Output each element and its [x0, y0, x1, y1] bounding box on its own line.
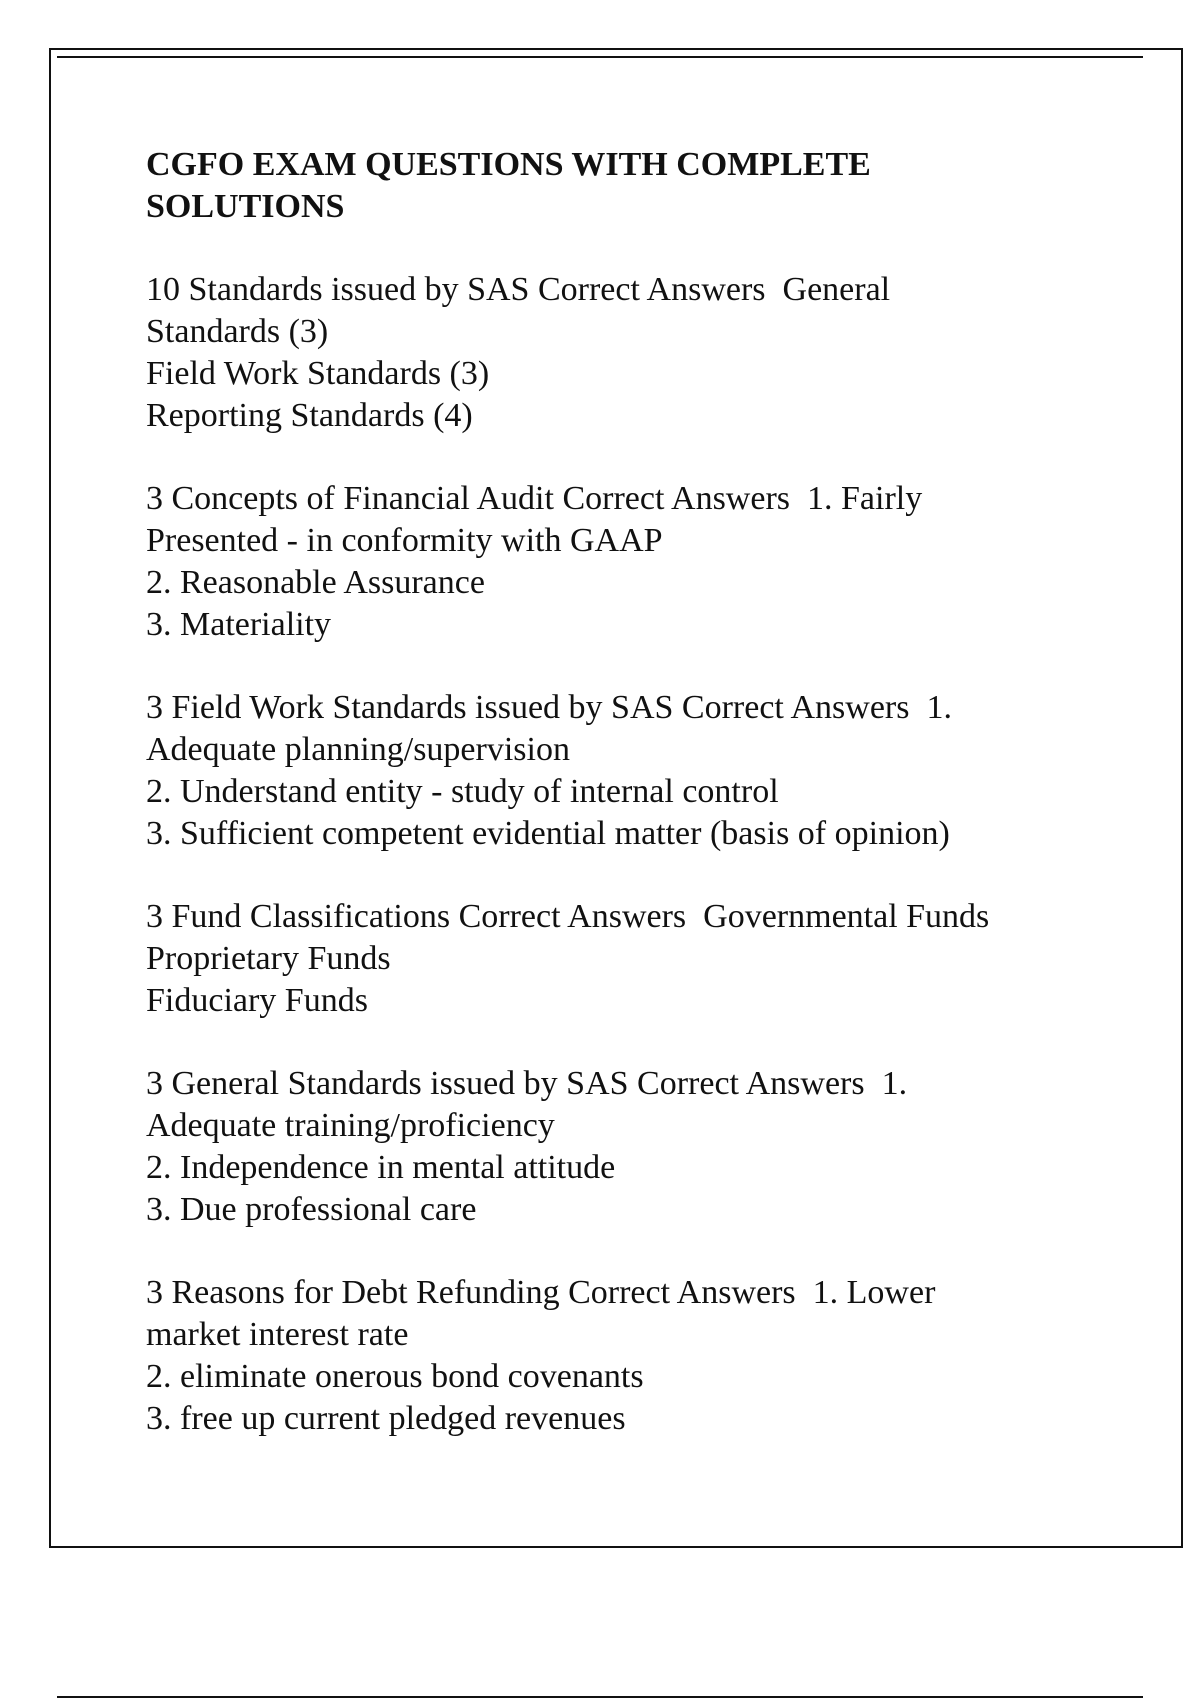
qa-line: 3 General Standards issued by SAS Correct Answers 1.	[146, 1065, 908, 1102]
qa-line: 10 Standards issued by SAS Correct Answers General	[146, 271, 891, 308]
qa-line: 3 Fund Classifications Correct Answers Governmental Funds	[146, 898, 990, 935]
qa-line: Standards (3)	[146, 313, 329, 350]
qa-line: 2. Reasonable Assurance	[146, 564, 485, 601]
qa-line: Field Work Standards (3)	[146, 355, 490, 392]
qa-line: 3. Due professional care	[146, 1191, 477, 1228]
qa-line: 3 Reasons for Debt Refunding Correct Answers 1. Lower	[146, 1274, 936, 1311]
qa-line: Presented - in conformity with GAAP	[146, 522, 663, 559]
qa-item-debt-refunding	[146, 1272, 1086, 1440]
qa-item-sas-standards	[146, 269, 1086, 437]
qa-line: 2. Understand entity - study of internal control	[146, 773, 779, 810]
bottom-rule	[57, 1696, 1143, 1698]
qa-line: 3. Materiality	[146, 606, 332, 643]
qa-line: 2. eliminate onerous bond covenants	[146, 1358, 644, 1395]
qa-line: Adequate planning/supervision	[146, 731, 570, 768]
qa-line: 3 Field Work Standards issued by SAS Correct Answers 1.	[146, 689, 952, 726]
qa-line: Fiduciary Funds	[146, 982, 368, 1019]
qa-item-audit-concepts	[146, 478, 1086, 646]
qa-line: Adequate training/proficiency	[146, 1107, 555, 1144]
qa-item-fund-classifications	[146, 896, 1086, 1022]
qa-item-field-work-standards	[146, 687, 1086, 855]
qa-line: Proprietary Funds	[146, 940, 391, 977]
document-body	[146, 144, 1086, 1481]
qa-line: 2. Independence in mental attitude	[146, 1149, 616, 1186]
document-title: CGFO EXAM QUESTIONS WITH COMPLETE SOLUTIONS	[146, 146, 871, 225]
qa-item-general-standards	[146, 1063, 1086, 1231]
qa-line: Reporting Standards (4)	[146, 397, 473, 434]
qa-line: market interest rate	[146, 1316, 409, 1353]
qa-line: 3. free up current pledged revenues	[146, 1400, 626, 1437]
qa-line: 3 Concepts of Financial Audit Correct Answers 1. Fairly	[146, 480, 923, 517]
top-rule	[57, 56, 1143, 58]
qa-line: 3. Sufficient competent evidential matter (basis of opinion)	[146, 815, 950, 852]
